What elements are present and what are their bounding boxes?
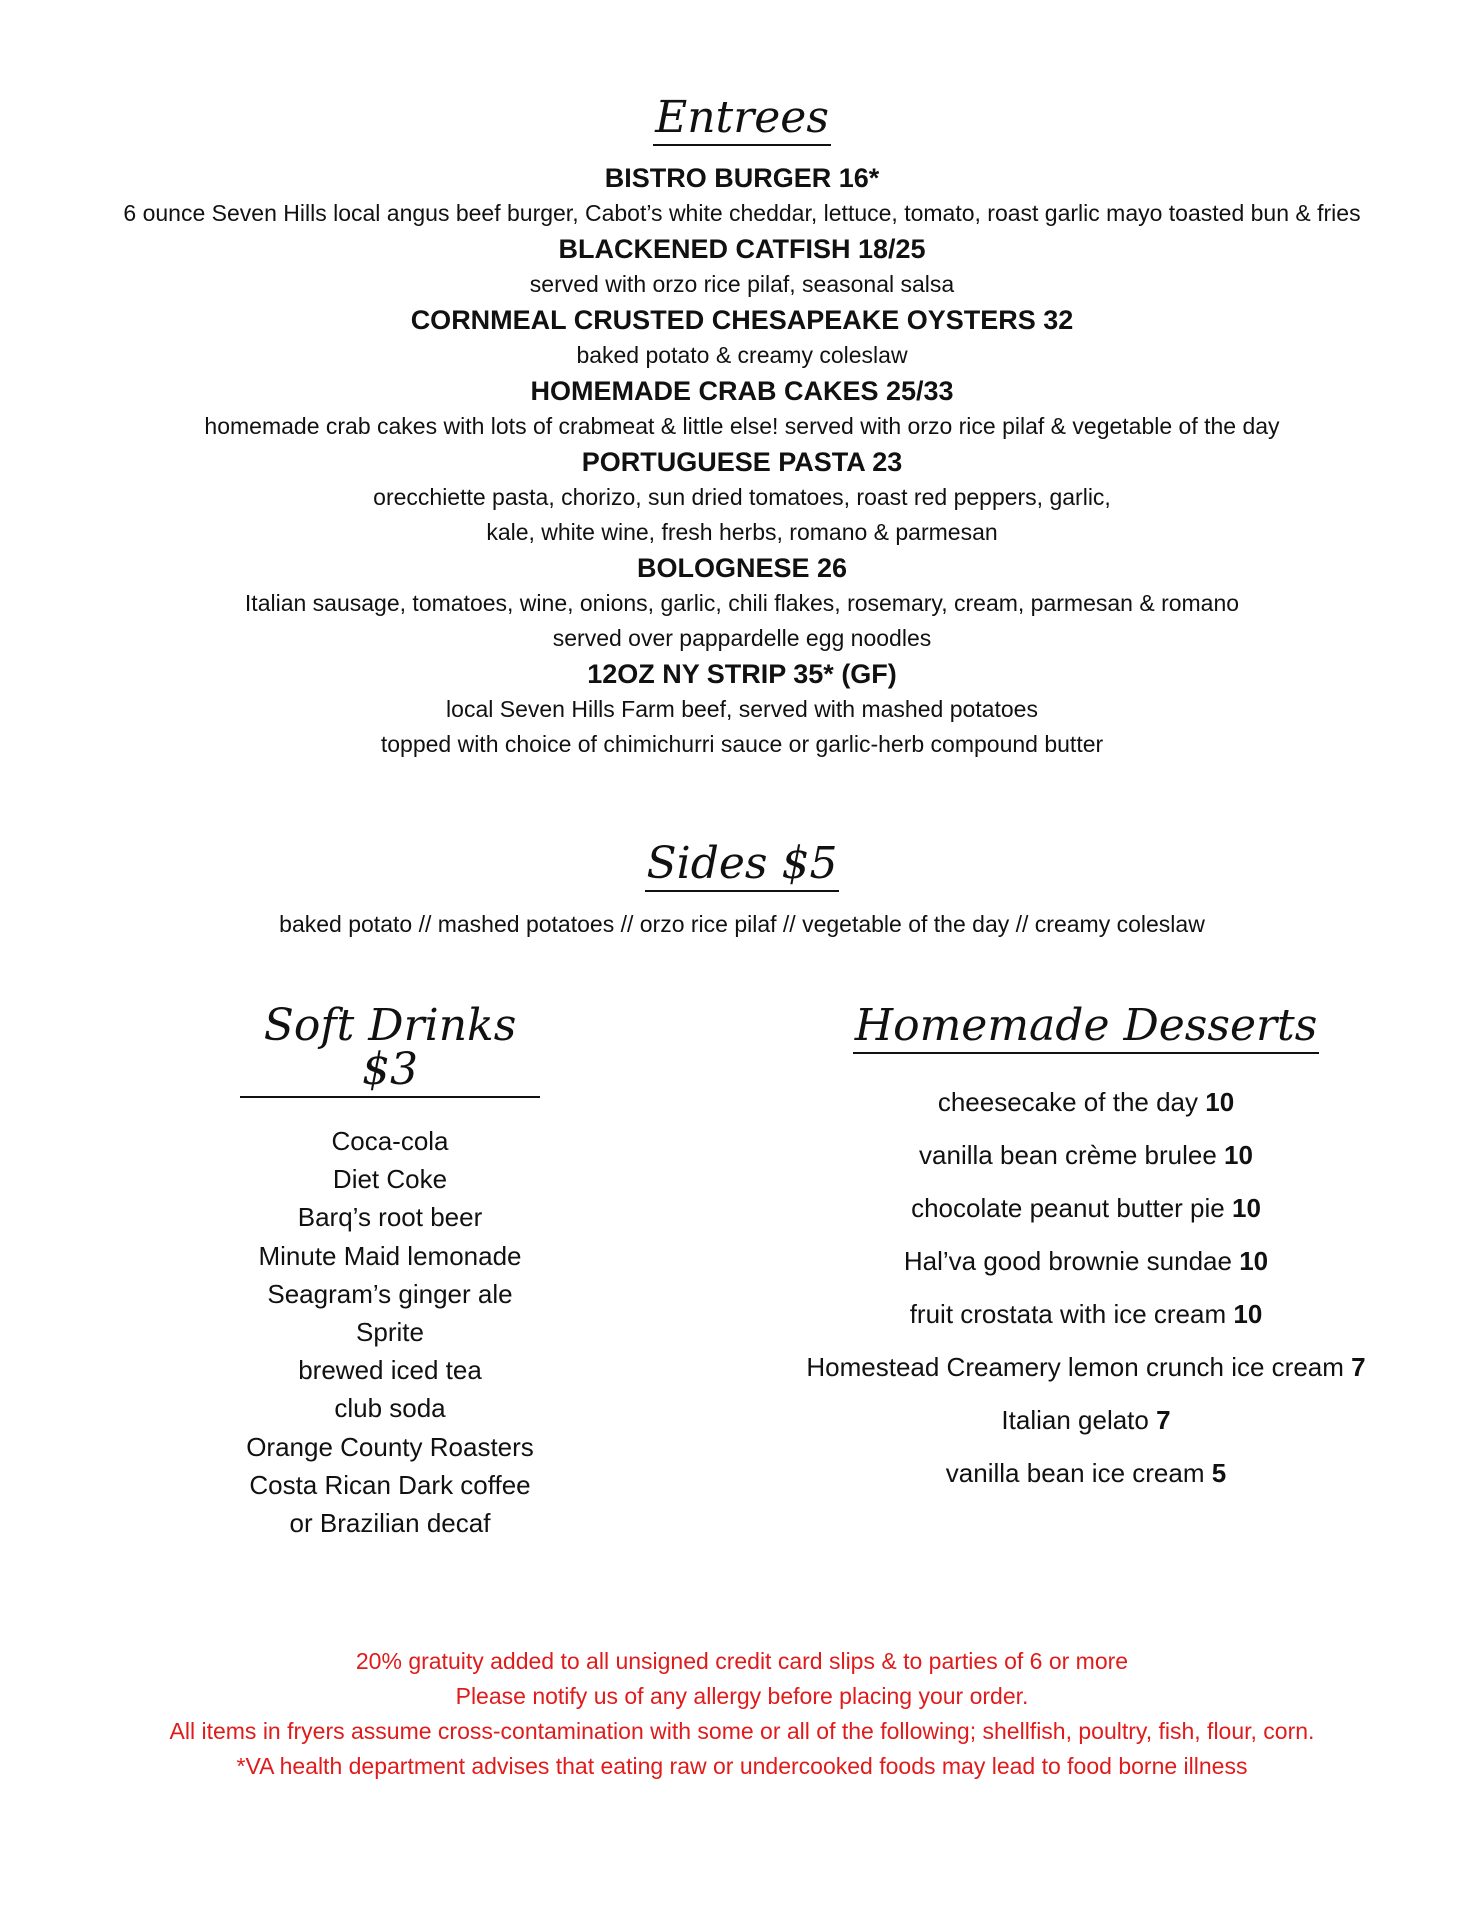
dessert-name: Homestead Creamery lemon crunch ice cream xyxy=(806,1352,1344,1382)
entree-title: PORTUGUESE PASTA 23 xyxy=(581,447,903,477)
desserts-heading-text: Homemade Desserts xyxy=(853,1004,1320,1054)
entree-item xyxy=(0,373,1484,444)
drink-item: Barq’s root beer xyxy=(297,1202,483,1233)
dessert-name: fruit crostata with ice cream xyxy=(909,1299,1227,1329)
soft-drinks-heading-text: Soft Drinks $3 xyxy=(240,1004,540,1098)
entree-description-line: homemade crab cakes with lots of crabmeat & little else! served with orzo rice pilaf & vegetable of the day xyxy=(204,413,1280,439)
entree-description xyxy=(0,409,1484,444)
drink-item: Sprite xyxy=(356,1317,424,1348)
drink-item: or Brazilian decaf xyxy=(289,1508,491,1539)
entree-description xyxy=(0,480,1484,550)
fryer-notice: All items in fryers assume cross-contamination with some or all of the following; shellfish, poultry, fish, flour, corn. xyxy=(169,1718,1315,1744)
entree-description xyxy=(0,196,1484,231)
drink-item: Minute Maid lemonade xyxy=(258,1240,522,1271)
dessert-item xyxy=(786,1341,1386,1394)
dessert-name: chocolate peanut butter pie xyxy=(911,1193,1225,1223)
entree-description-line: served over pappardelle egg noodles xyxy=(552,625,932,651)
dessert-item xyxy=(786,1394,1386,1447)
soft-drinks-section xyxy=(240,1000,540,1542)
drink-item: Costa Rican Dark coffee xyxy=(249,1469,531,1500)
dessert-price: 10 xyxy=(1233,1299,1263,1329)
entree-title: BISTRO BURGER 16* xyxy=(604,163,880,193)
entree-description xyxy=(0,267,1484,302)
entree-description-line: 6 ounce Seven Hills local angus beef burger, Cabot’s white cheddar, lettuce, tomato, roast garlic mayo toasted bun & fries xyxy=(123,200,1361,226)
dessert-name: Hal’va good brownie sundae xyxy=(903,1246,1232,1276)
sides-list: baked potato // mashed potatoes // orzo rice pilaf // vegetable of the day // creamy coleslaw xyxy=(279,911,1205,937)
entrees-list xyxy=(0,160,1484,762)
entree-description-line: served with orzo rice pilaf, seasonal salsa xyxy=(529,271,955,297)
entrees-heading xyxy=(0,92,1484,146)
entree-description-line: Italian sausage, tomatoes, wine, onions, garlic, chili flakes, rosemary, cream, parmesan & romano xyxy=(244,590,1240,616)
dessert-price: 5 xyxy=(1211,1458,1227,1488)
entree-item xyxy=(0,231,1484,302)
health-advisory: *VA health department advises that eating raw or undercooked foods may lead to food borne illness xyxy=(236,1753,1248,1779)
entree-title: HOMEMADE CRAB CAKES 25/33 xyxy=(530,376,954,406)
dessert-price: 10 xyxy=(1205,1087,1235,1117)
dessert-price: 10 xyxy=(1224,1140,1253,1170)
entree-item xyxy=(0,550,1484,656)
sides-heading-text: Sides $5 xyxy=(645,842,840,892)
entree-title: BLACKENED CATFISH 18/25 xyxy=(558,234,926,264)
entrees-heading-text: Entrees xyxy=(653,96,831,146)
dessert-item xyxy=(786,1447,1386,1500)
drink-item: Coca-cola xyxy=(331,1126,449,1156)
dessert-price: 10 xyxy=(1239,1246,1269,1276)
drink-item: Seagram’s ginger ale xyxy=(267,1278,513,1309)
entree-item xyxy=(0,444,1484,550)
entree-description xyxy=(0,692,1484,762)
entree-description-line: kale, white wine, fresh herbs, romano & parmesan xyxy=(486,519,998,545)
dessert-price: 10 xyxy=(1232,1193,1261,1223)
dessert-price: 7 xyxy=(1156,1405,1171,1435)
drink-item: Diet Coke xyxy=(332,1164,448,1195)
entree-title: 12OZ NY STRIP 35* (GF) xyxy=(587,659,897,689)
soft-drinks-heading xyxy=(240,1000,540,1098)
drink-item: club soda xyxy=(334,1393,446,1424)
entree-description xyxy=(0,338,1484,373)
entree-item xyxy=(0,656,1484,762)
dessert-item xyxy=(786,1129,1386,1182)
allergy-notice: Please notify us of any allergy before placing your order. xyxy=(455,1683,1029,1709)
entree-description-line: local Seven Hills Farm beef, served with mashed potatoes xyxy=(446,696,1038,722)
dessert-name: vanilla bean crème brulee xyxy=(919,1140,1217,1170)
footer-notices xyxy=(0,1644,1484,1784)
dessert-price: 7 xyxy=(1351,1352,1366,1382)
desserts-section xyxy=(786,1000,1386,1500)
gratuity-notice: 20% gratuity added to all unsigned credit card slips & to parties of 6 or more xyxy=(355,1648,1129,1674)
dessert-item xyxy=(786,1288,1386,1341)
dessert-item xyxy=(786,1076,1386,1129)
dessert-item xyxy=(786,1235,1386,1288)
entree-item xyxy=(0,302,1484,373)
desserts-heading xyxy=(786,1000,1386,1054)
entree-title: BOLOGNESE 26 xyxy=(636,553,848,583)
drink-item: brewed iced tea xyxy=(298,1355,482,1386)
sides-heading xyxy=(0,838,1484,892)
entree-title: CORNMEAL CRUSTED CHESAPEAKE OYSTERS 32 xyxy=(410,305,1074,335)
entree-description-line: topped with choice of chimichurri sauce or garlic-herb compound butter xyxy=(380,731,1104,757)
entree-item xyxy=(0,160,1484,231)
entree-description-line: baked potato & creamy coleslaw xyxy=(576,342,908,368)
dessert-name: Italian gelato xyxy=(1001,1405,1149,1435)
dessert-name: vanilla bean ice cream xyxy=(945,1458,1205,1488)
entree-description-line: orecchiette pasta, chorizo, sun dried tomatoes, roast red peppers, garlic, xyxy=(373,484,1111,510)
entree-description xyxy=(0,586,1484,656)
soft-drinks-list xyxy=(240,1122,540,1542)
drink-item: Orange County Roasters xyxy=(246,1431,534,1462)
dessert-name: cheesecake of the day xyxy=(937,1087,1199,1117)
desserts-list xyxy=(786,1076,1386,1500)
dessert-item xyxy=(786,1182,1386,1235)
